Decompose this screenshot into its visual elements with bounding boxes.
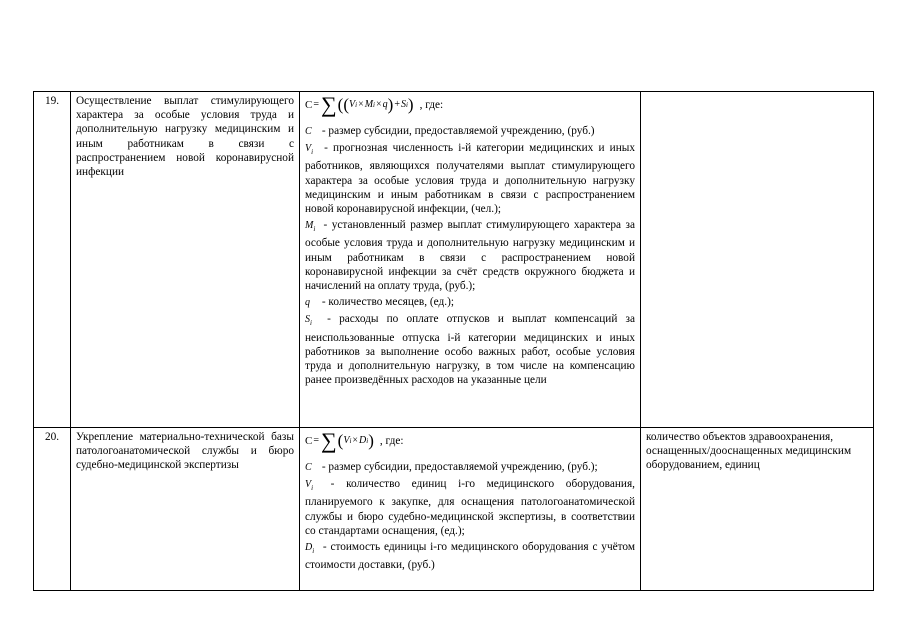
formula-where: , где:: [419, 98, 444, 111]
indicator-text: [641, 92, 873, 94]
variable-definition: [305, 141, 635, 216]
indicator-cell: [641, 92, 874, 428]
table-row: [34, 428, 874, 591]
formula-v-sub: i: [349, 436, 352, 445]
variable-symbol: V: [305, 143, 312, 155]
variable-text: - размер субсидии, предоставляемой учреждению, (руб.);: [321, 461, 598, 473]
formula-paren: ): [368, 431, 374, 450]
formula-paren: ): [407, 95, 414, 114]
variable-text: - размер субсидии, предоставляемой учреждению, (руб.): [321, 125, 595, 137]
row-number-cell: [34, 428, 71, 591]
table-row: [34, 92, 874, 428]
formula-eq: =: [313, 98, 319, 110]
formula-d: D: [359, 434, 367, 446]
variable-definition: [305, 218, 635, 293]
variable-symbol: C: [305, 126, 312, 137]
formula-paren: ): [387, 95, 394, 114]
row-number: 19.: [44, 95, 60, 107]
variable-symbol: D: [305, 542, 313, 554]
formula-m: M: [364, 98, 374, 110]
formula-lhs: C: [305, 98, 313, 111]
variable-definition: [305, 460, 635, 475]
variable-definition: [305, 312, 635, 387]
variable-sub: i: [311, 148, 314, 157]
variable-symbol: C: [305, 462, 312, 473]
variable-text: - установленный размер выплат стимулирующего характера за особые условия труда и дополнительную нагрузку медицинским и иным работникам в связи с распространением новой коронавирусной инфекции за счёт средств окружного бюджета и начислений на оплату труда, (руб.);: [305, 219, 635, 293]
sum-sign: ∑: [320, 92, 337, 117]
formula-paren: ((: [337, 95, 349, 114]
measure-name-cell: [71, 92, 300, 428]
row-number-cell: [34, 92, 71, 428]
formula-times: ×: [358, 98, 364, 110]
formula-times: ×: [352, 434, 359, 446]
formula-eq: =: [313, 434, 319, 446]
formula-d-sub: i: [366, 436, 369, 445]
indicator-cell: [641, 428, 874, 591]
variable-symbol: q: [305, 297, 310, 309]
formula-q: q: [382, 98, 388, 110]
formula-plus: +: [394, 98, 400, 110]
formula-lhs: C: [305, 434, 313, 447]
formula-cell: [300, 428, 641, 591]
formula-where: , где:: [379, 434, 404, 447]
variable-definition: [305, 295, 635, 310]
formula-paren: (: [337, 431, 344, 450]
measures-table: [33, 91, 874, 591]
variable-definition: [305, 540, 635, 572]
indicator-text: количество объектов здравоохранения, оснащенных/дооснащенных медицинским оборудованием, единиц: [646, 431, 852, 472]
variable-definition: [305, 124, 635, 139]
row-number: 20.: [44, 431, 60, 443]
variable-sub: i: [310, 319, 312, 328]
variable-text: - стоимость единицы i-го медицинского оборудования с учётом стоимости доставки, (руб.): [305, 541, 636, 572]
variable-text: - прогнозная численность i-й категории медицинских и иных работников, являющихся получателями выплат стимулирующего характера за особые условия труда и дополнительную нагрузку медицинским и иным работникам в связи с распространением новой коронавирусной инфекции, (чел.);: [305, 142, 635, 216]
formula-v-sub: i: [355, 100, 358, 109]
formula-cell: [300, 92, 641, 428]
formula-times: ×: [376, 98, 382, 110]
formula-s: S: [400, 98, 406, 110]
measure-name: Осуществление выплат стимулирующего характера за особые условия труда и дополнительную нагрузку медицинским и иным работникам в связи с распространением новой коронавирусной инфекции: [76, 95, 294, 179]
formula: [305, 94, 635, 116]
variable-sub: i: [311, 484, 314, 493]
variable-text: - количество месяцев, (ед.);: [321, 296, 454, 309]
variable-definition: [305, 477, 635, 538]
formula-s-sub: i: [405, 100, 408, 109]
variable-symbol: V: [305, 479, 312, 491]
variable-text: - расходы по оплате отпусков и выплат компенсаций за неиспользованные отпуска i-й категории медицинских и иных работников за выполнение особо важных работ, особые условия труда и дополнительную нагрузку, в том числе на компенсацию ранее произведённых расходов на указанные цели: [305, 313, 635, 387]
variable-symbol: M: [305, 220, 314, 232]
variable-sub: i: [313, 225, 316, 234]
variable-symbol: S: [305, 314, 310, 326]
formula-v: V: [343, 434, 350, 446]
variable-text: - количество единиц i-го медицинского оборудования, планируемого к закупке, для оснащения патологоанатомической службы и бюро судебно-медицинской экспертизы, в соответствии со стандартами оснащения, (ед.);: [305, 478, 635, 537]
measure-name: Укрепление материально-технической базы патологоанатомической службы и бюро судебно-медицинской экспертизы: [76, 431, 294, 472]
formula-v: V: [349, 98, 356, 110]
formula-m-sub: i: [373, 100, 375, 109]
variable-sub: i: [312, 547, 315, 556]
sum-sign: ∑: [320, 428, 337, 453]
formula: [305, 430, 635, 452]
measure-name-cell: [71, 428, 300, 591]
